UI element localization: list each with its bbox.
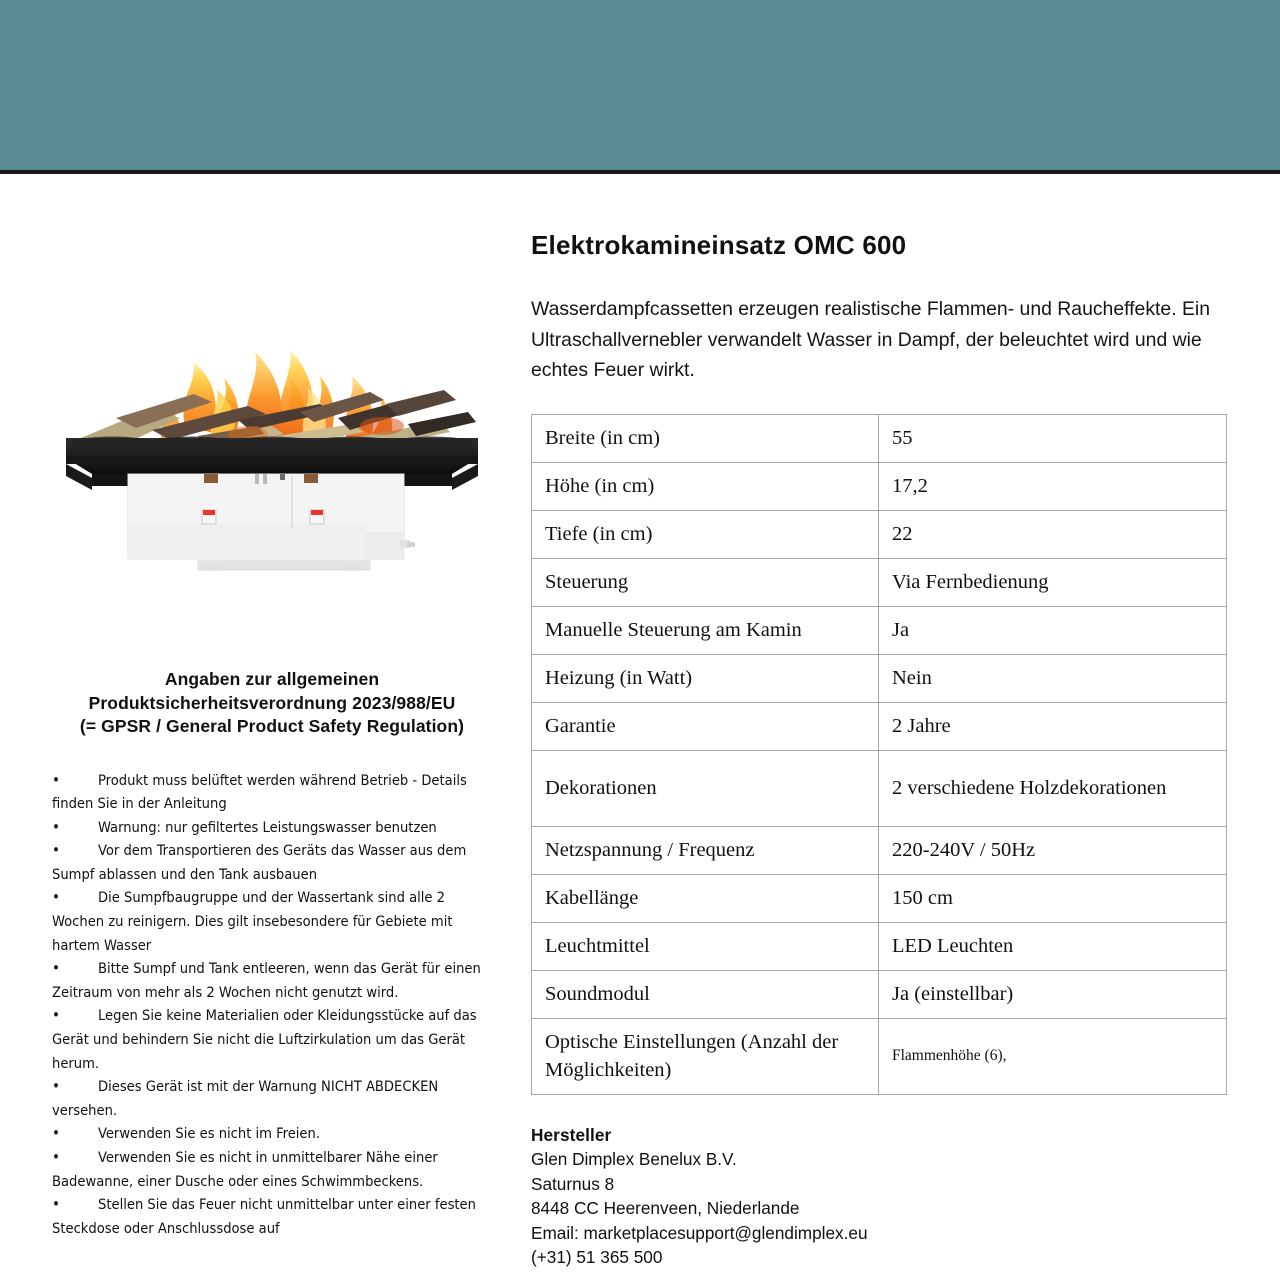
left-column [52, 174, 492, 1240]
list-item-text: Produkt muss belüftet werden während Betrieb - Details finden Sie in der Anleitung [52, 771, 467, 813]
table-row [532, 922, 1227, 970]
manufacturer-heading: Hersteller [531, 1124, 612, 1145]
spec-label: Optische Einstellungen (Anzahl der Möglichkeiten) [532, 1018, 879, 1094]
manufacturer-company: Glen Dimplex Benelux B.V. [531, 1149, 737, 1170]
table-row [532, 702, 1227, 750]
table-row [532, 874, 1227, 922]
right-column [531, 174, 1227, 1270]
bullet-icon: • [52, 1124, 60, 1143]
list-item [52, 1004, 495, 1075]
spec-label: Leuchtmittel [532, 922, 879, 970]
spec-value: 220-240V / 50Hz [879, 826, 1227, 874]
spec-label: Netzspannung / Frequenz [532, 826, 879, 874]
spec-label: Dekorationen [532, 750, 879, 826]
spec-value: Nein [879, 654, 1227, 702]
list-item-text: Verwenden Sie es nicht in unmittelbarer Nähe einer Badewanne, einer Dusche oder eines Schwimmbeckens. [52, 1149, 438, 1190]
bullet-icon: • [52, 1006, 60, 1025]
manufacturer-street: Saturnus 8 [531, 1173, 615, 1194]
spec-value: Flammenhöhe (6), [879, 1018, 1227, 1094]
table-row [532, 826, 1227, 874]
spec-label: Manuelle Steuerung am Kamin [532, 606, 879, 654]
table-row [532, 462, 1227, 510]
table-row [532, 1018, 1227, 1094]
gpsr-heading-line-2: Produktsicherheitsverordnung 2023/988/EU [88, 692, 456, 713]
table-row [532, 510, 1227, 558]
list-item [52, 769, 495, 816]
list-item-text: Warnung: nur gefiltertes Leistungswasser benutzen [98, 818, 437, 836]
manufacturer-phone[interactable]: (+31) 51 365 500 [531, 1247, 663, 1268]
gpsr-heading [52, 668, 492, 739]
manufacturer-block [531, 1123, 1227, 1271]
gpsr-heading-line-3: (= GPSR / General Product Safety Regulation) [79, 716, 465, 736]
table-row [532, 750, 1227, 826]
list-item-text: Stellen Sie das Feuer nicht unmittelbar unter einer festen Steckdose oder Anschlussdose auf [52, 1196, 476, 1237]
bullet-icon: • [52, 1148, 60, 1166]
bullet-icon: • [52, 841, 60, 860]
gpsr-heading-line-1: Angaben zur allgemeinen [164, 669, 380, 689]
spec-value: Via Fernbedienung [879, 558, 1227, 606]
spec-value: Ja (einstellbar) [879, 970, 1227, 1018]
spec-value: 2 Jahre [879, 702, 1227, 750]
spec-label: Kabellänge [532, 874, 879, 922]
list-item-text: Dieses Gerät ist mit der Warnung NICHT ABDECKEN versehen. [52, 1078, 439, 1119]
spec-value: 150 cm [879, 874, 1227, 922]
header-banner [0, 0, 1280, 170]
bullet-icon: • [52, 888, 60, 907]
list-item [52, 1193, 495, 1240]
manufacturer-city: 8448 CC Heerenveen, Niederlande [531, 1198, 800, 1219]
spec-value: 17,2 [879, 462, 1227, 510]
page-content [0, 174, 1280, 1280]
spec-label: Garantie [532, 702, 879, 750]
spec-value: 2 verschiedene Holzdekorationen [879, 750, 1227, 826]
list-item [52, 1146, 495, 1193]
spec-value: 55 [879, 414, 1227, 462]
spec-label: Höhe (in cm) [532, 462, 879, 510]
list-item-text: Bitte Sumpf und Tank entleeren, wenn das Gerät für einen Zeitraum von mehr als 2 Wochen nicht genutzt wird. [52, 960, 481, 1001]
list-item [52, 1075, 495, 1122]
spec-value: Ja [879, 606, 1227, 654]
bullet-icon: • [52, 1195, 60, 1214]
spec-value: LED Leuchten [879, 922, 1227, 970]
list-item-text: Verwenden Sie es nicht im Freien. [98, 1125, 320, 1143]
table-row [532, 970, 1227, 1018]
appliance-body [128, 474, 415, 570]
product-description: Wasserdampfcassetten erzeugen realistische Flammen- und Raucheffekte. Ein Ultraschallvernebler verwandelt Wasser in Dampf, der beleuchtet wird und wie echtes Feuer wirkt. [531, 298, 1211, 381]
table-row [532, 558, 1227, 606]
list-item-text: Die Sumpfbaugruppe und der Wassertank sind alle 2 Wochen zu reinigern. Dies gilt insebesondere für Gebiete mit hartem Wasser [52, 889, 453, 954]
list-item-text: Vor dem Transportieren des Geräts das Wasser aus dem Sumpf ablassen und den Tank ausbauen [52, 842, 467, 883]
spec-label: Steuerung [532, 558, 879, 606]
fireplace-illustration [52, 278, 492, 608]
bullet-icon: • [52, 959, 60, 978]
table-row [532, 606, 1227, 654]
spec-label: Soundmodul [532, 970, 879, 1018]
bullet-icon: • [52, 817, 60, 836]
spec-label: Breite (in cm) [532, 414, 879, 462]
bullet-icon: • [52, 770, 60, 789]
list-item-text: Legen Sie keine Materialien oder Kleidungsstücke auf das Gerät und behindern Sie nicht die Luftzirkulation um das Gerät herum. [52, 1007, 477, 1072]
table-row [532, 414, 1227, 462]
list-item [52, 1122, 495, 1146]
list-item [52, 886, 495, 957]
product-image [52, 278, 492, 608]
gpsr-safety-bullet-list [52, 769, 495, 1241]
page-title: Elektrokamineinsatz OMC 600 [531, 230, 907, 260]
specifications-table [531, 414, 1227, 1095]
spec-label: Tiefe (in cm) [532, 510, 879, 558]
list-item [52, 957, 495, 1004]
table-row [532, 654, 1227, 702]
manufacturer-email[interactable]: Email: marketplacesupport@glendimplex.eu [531, 1222, 868, 1243]
list-item [52, 816, 495, 840]
bullet-icon: • [52, 1077, 60, 1096]
spec-value: 22 [879, 510, 1227, 558]
list-item [52, 839, 495, 886]
spec-label: Heizung (in Watt) [532, 654, 879, 702]
